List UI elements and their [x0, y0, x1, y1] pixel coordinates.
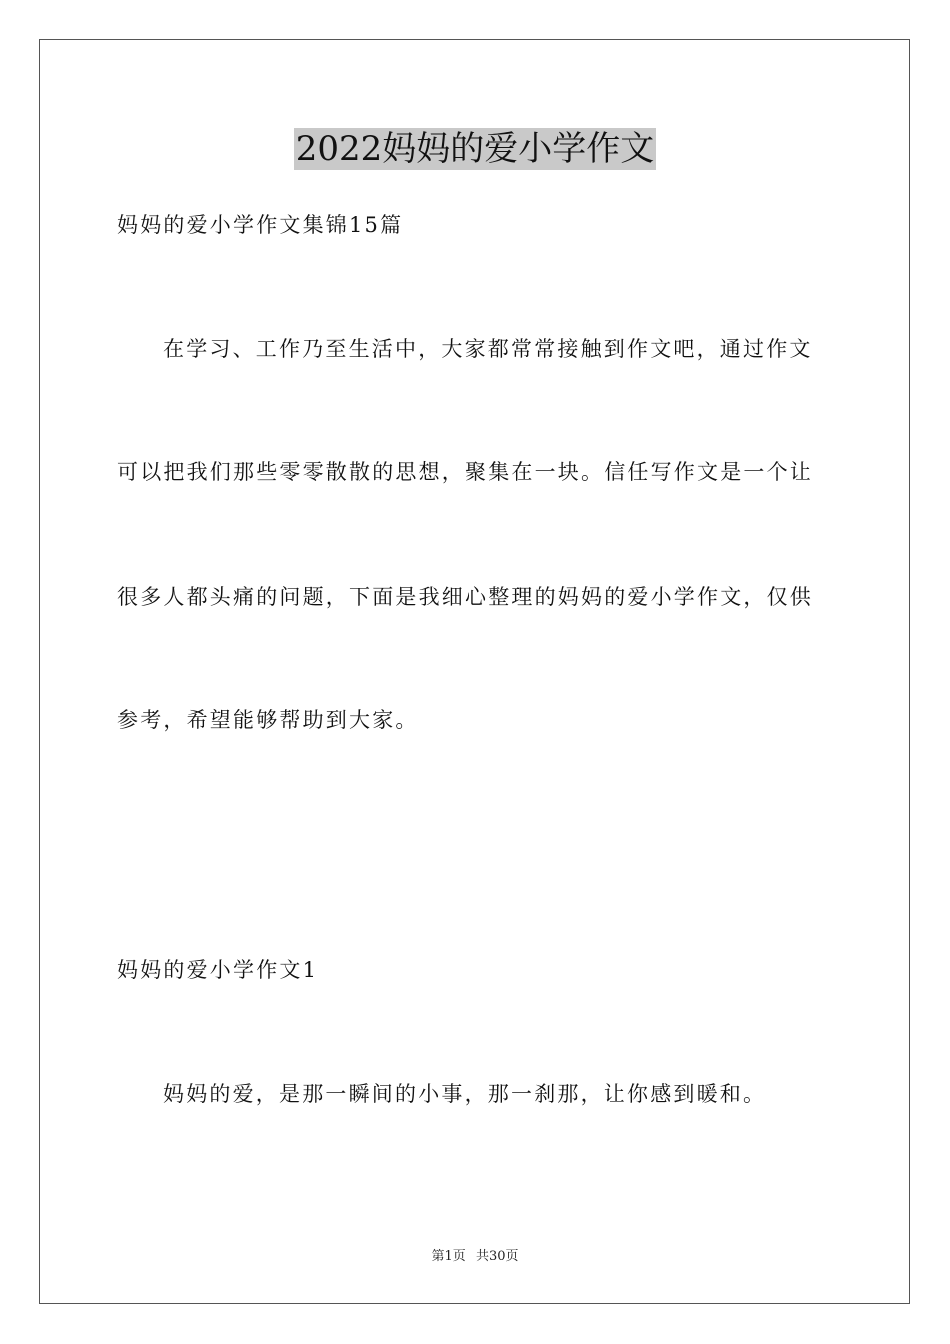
page-footer [0, 1248, 950, 1266]
section-heading: 妈妈的爱小学作文1 [117, 958, 319, 982]
section-line-1: 妈妈的爱，是那一瞬间的小事，那一刹那，让你感到暖和。 [163, 1082, 767, 1106]
title-container [0, 128, 950, 170]
page-number: 第1页 [431, 1249, 466, 1264]
intro-line-2: 可以把我们那些零零散散的思想，聚集在一块。信任写作文是一个让 [117, 460, 813, 484]
total-pages: 共30页 [475, 1249, 519, 1264]
document-title: 2022妈妈的爱小学作文 [295, 129, 655, 169]
intro-line-1: 在学习、工作乃至生活中，大家都常常接触到作文吧，通过作文 [163, 337, 813, 361]
intro-line-4: 参考，希望能够帮助到大家。 [117, 708, 419, 732]
intro-line-3: 很多人都头痛的问题，下面是我细心整理的妈妈的爱小学作文，仅供 [117, 585, 813, 609]
document-subtitle: 妈妈的爱小学作文集锦15篇 [117, 213, 404, 237]
